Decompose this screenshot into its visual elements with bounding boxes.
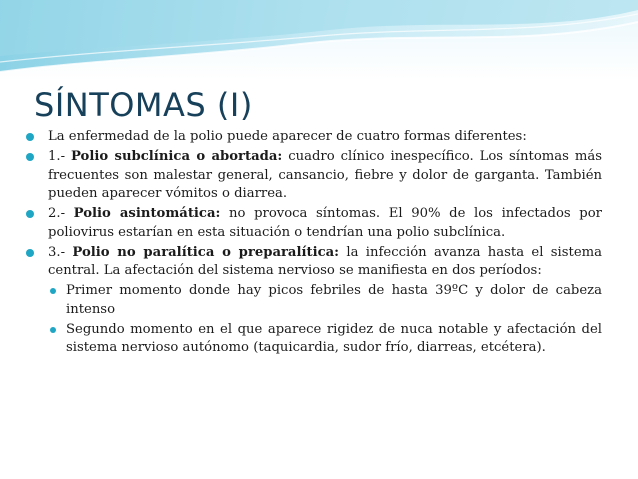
bullet-text: cuadro clínico inespecífico. Los síntomas más frecuentes son malestar general, cansancio, fiebre y dolor de garganta. También pueden aparecer vómitos o diarrea. — [48, 149, 602, 201]
bullet-text: la infección avanza hasta el sistema central. La afectación del sistema nervioso se manifiesta en dos períodos: — [48, 244, 603, 278]
bullet-marker-icon — [50, 327, 56, 333]
bullet-number: 1.- — [48, 149, 71, 164]
bullet-label: Polio subclínica o abortada: — [71, 149, 283, 164]
bullet-form-2 — [24, 205, 602, 242]
bullet-number: 3.- — [48, 244, 73, 260]
bullet-marker-icon — [26, 153, 34, 161]
bullet-text: La enfermedad de la polio puede aparecer de cuatro formas diferentes: — [48, 129, 527, 144]
subbullet-first-period — [48, 282, 602, 319]
header-wave-decoration — [0, 0, 638, 80]
bullet-marker-icon — [26, 249, 34, 257]
bullet-intro — [24, 128, 602, 147]
bullet-form-3 — [24, 244, 602, 281]
slide-title: SÍNTOMAS (I) — [34, 86, 253, 124]
bullet-marker-icon — [50, 288, 56, 294]
bullet-label: Polio no paralítica o preparalítica: — [72, 244, 340, 260]
bullet-number: 2.- — [48, 206, 74, 221]
bullet-marker-icon — [26, 210, 34, 218]
bullet-label: Polio asintomática: — [73, 206, 221, 221]
bullet-marker-icon — [26, 133, 34, 141]
slide-content — [24, 128, 602, 359]
bullet-text: no provoca síntomas. El 90% de los infectados por poliovirus estarían en esta situación o tendrían una polio subclínica. — [48, 206, 602, 240]
subbullet-second-period — [48, 321, 602, 358]
bullet-text: Primer momento donde hay picos febriles de hasta 39ºC y dolor de cabeza intenso — [66, 283, 602, 317]
bullet-form-1 — [24, 148, 602, 204]
bullet-text: Segundo momento en el que aparece rigidez de nuca notable y afectación del sistema nervioso autónomo (taquicardia, sudor frío, diarreas, etcétera). — [66, 321, 602, 355]
